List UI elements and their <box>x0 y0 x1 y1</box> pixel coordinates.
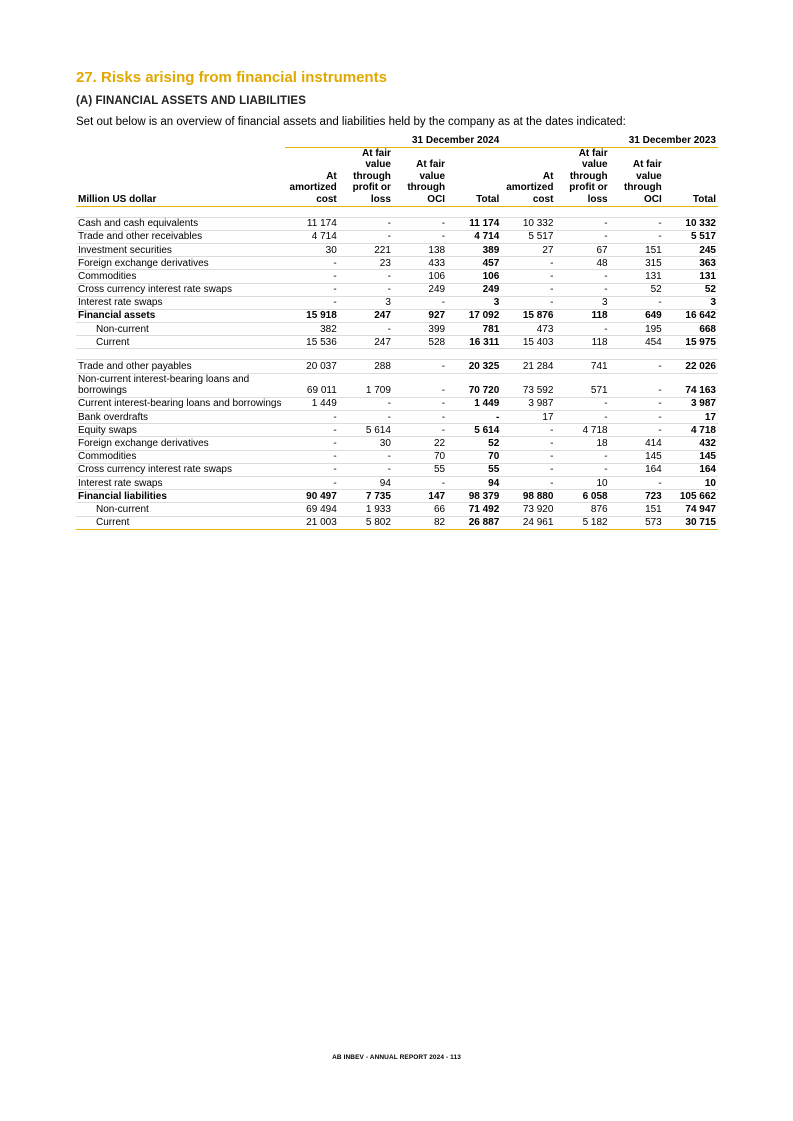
row-label: Trade and other receivables <box>76 230 285 243</box>
row-value: 147 <box>393 490 447 503</box>
row-value: 15 975 <box>664 336 718 349</box>
row-value: 4 718 <box>555 424 609 437</box>
row-value: 70 <box>447 450 501 463</box>
row-value: 5 802 <box>339 516 393 529</box>
row-label: Trade and other payables <box>76 360 285 373</box>
row-value: - <box>610 397 664 410</box>
row-value: 145 <box>664 450 718 463</box>
row-value: - <box>285 270 339 283</box>
row-value: 69 494 <box>285 503 339 516</box>
row-value: 528 <box>393 336 447 349</box>
row-value: - <box>393 424 447 437</box>
row-value: 30 715 <box>664 516 718 529</box>
row-value: - <box>285 283 339 296</box>
page-footer: AB INBEV - ANNUAL REPORT 2024 - 113 <box>332 1054 461 1061</box>
row-label: Cross currency interest rate swaps <box>76 463 285 476</box>
row-value: - <box>393 373 447 397</box>
row-value: - <box>339 411 393 424</box>
row-value: 17 <box>501 411 555 424</box>
row-value: 145 <box>610 450 664 463</box>
row-value: - <box>610 217 664 230</box>
table-row <box>76 217 718 230</box>
row-value: 5 517 <box>664 230 718 243</box>
table-row <box>76 516 718 529</box>
row-value: 3 <box>447 296 501 309</box>
row-value: - <box>555 323 609 336</box>
col-header-amortized-2024: At amortized cost <box>289 170 337 205</box>
row-value: - <box>610 373 664 397</box>
row-value: 106 <box>393 270 447 283</box>
row-label: Bank overdrafts <box>76 411 285 424</box>
row-value: 16 311 <box>447 336 501 349</box>
row-value: - <box>555 217 609 230</box>
row-value: - <box>610 230 664 243</box>
row-value: 21 003 <box>285 516 339 529</box>
row-value: 433 <box>393 257 447 270</box>
assets-section <box>76 206 718 349</box>
row-value: - <box>339 323 393 336</box>
row-value: 73 920 <box>501 503 555 516</box>
row-value: - <box>393 217 447 230</box>
row-value: 781 <box>447 323 501 336</box>
row-value: 18 <box>555 437 609 450</box>
row-value: 27 <box>501 243 555 256</box>
table-row <box>76 296 718 309</box>
row-value: 138 <box>393 243 447 256</box>
row-value: 473 <box>501 323 555 336</box>
row-value: 4 718 <box>664 424 718 437</box>
row-value: 927 <box>393 309 447 322</box>
table-row <box>76 424 718 437</box>
row-label: Foreign exchange derivatives <box>76 257 285 270</box>
row-value: 649 <box>610 309 664 322</box>
row-label: Current <box>76 516 285 529</box>
row-value: - <box>339 397 393 410</box>
row-value: 23 <box>339 257 393 270</box>
row-value: 82 <box>393 516 447 529</box>
row-value: 55 <box>447 463 501 476</box>
row-value: - <box>610 476 664 489</box>
col-header-fvpl-2023: At fair value through profit or loss <box>569 147 608 205</box>
row-value: 164 <box>610 463 664 476</box>
row-value: - <box>555 450 609 463</box>
row-value: 382 <box>285 323 339 336</box>
row-value: 414 <box>610 437 664 450</box>
row-value: 74 947 <box>664 503 718 516</box>
row-value: 3 <box>555 296 609 309</box>
row-value: 399 <box>393 323 447 336</box>
row-value: 7 735 <box>339 490 393 503</box>
row-label: Non-current <box>76 503 285 516</box>
row-value: - <box>501 450 555 463</box>
row-value: - <box>285 424 339 437</box>
row-value: 70 <box>393 450 447 463</box>
row-value: 10 <box>664 476 718 489</box>
row-value: 315 <box>610 257 664 270</box>
table-row <box>76 360 718 373</box>
row-value: 131 <box>610 270 664 283</box>
row-value: - <box>393 397 447 410</box>
table-row <box>76 283 718 296</box>
row-value: - <box>555 411 609 424</box>
row-value: - <box>339 217 393 230</box>
row-value: 11 174 <box>285 217 339 230</box>
row-value: - <box>393 360 447 373</box>
row-value: 668 <box>664 323 718 336</box>
row-label: Financial assets <box>76 309 285 322</box>
table-row <box>76 373 718 397</box>
row-label: Interest rate swaps <box>76 296 285 309</box>
row-value: 21 284 <box>501 360 555 373</box>
row-value: 15 876 <box>501 309 555 322</box>
row-value: 11 174 <box>447 217 501 230</box>
row-value: 118 <box>555 309 609 322</box>
row-value: 164 <box>664 463 718 476</box>
row-value: 70 720 <box>447 373 501 397</box>
row-value: - <box>339 270 393 283</box>
row-value: 389 <box>447 243 501 256</box>
row-value: 245 <box>664 243 718 256</box>
table-row <box>76 450 718 463</box>
row-label: Non-current interest-bearing loans and borrowings <box>76 373 285 397</box>
row-value: 1 449 <box>447 397 501 410</box>
row-value: 22 <box>393 437 447 450</box>
row-value: - <box>610 424 664 437</box>
row-value: 457 <box>447 257 501 270</box>
row-value: 1 449 <box>285 397 339 410</box>
row-value: - <box>393 476 447 489</box>
row-label: Commodities <box>76 450 285 463</box>
row-value: 20 037 <box>285 360 339 373</box>
liabilities-section <box>76 349 718 529</box>
row-value: 15 918 <box>285 309 339 322</box>
row-value: 249 <box>447 283 501 296</box>
row-label: Current <box>76 336 285 349</box>
period-2024: 31 December 2024 <box>285 135 502 147</box>
row-value: 17 092 <box>447 309 501 322</box>
row-value: 1 933 <box>339 503 393 516</box>
row-label: Cash and cash equivalents <box>76 217 285 230</box>
row-value: 73 592 <box>501 373 555 397</box>
row-value: 48 <box>555 257 609 270</box>
row-value: 17 <box>664 411 718 424</box>
financial-instruments-table <box>76 135 718 530</box>
row-value: - <box>285 296 339 309</box>
row-value: 69 011 <box>285 373 339 397</box>
row-value: 249 <box>393 283 447 296</box>
intro-text: Set out below is an overview of financial assets and liabilities held by the company as at the dates indicated: <box>76 116 626 128</box>
row-value: 5 614 <box>447 424 501 437</box>
row-value: 723 <box>610 490 664 503</box>
row-label: Non-current <box>76 323 285 336</box>
row-value: 363 <box>664 257 718 270</box>
row-label: Foreign exchange derivatives <box>76 437 285 450</box>
row-value: 118 <box>555 336 609 349</box>
row-value: 876 <box>555 503 609 516</box>
row-value: 195 <box>610 323 664 336</box>
row-value: - <box>339 450 393 463</box>
row-value: 30 <box>339 437 393 450</box>
col-header-total-2024: Total <box>476 193 500 205</box>
row-value: - <box>447 411 501 424</box>
col-header-fvoci-2024: At fair value through OCI <box>407 159 446 205</box>
row-value: - <box>501 283 555 296</box>
row-value: 66 <box>393 503 447 516</box>
row-label: Cross currency interest rate swaps <box>76 283 285 296</box>
row-value: 151 <box>610 503 664 516</box>
label-column-header: Million US dollar <box>78 193 157 205</box>
row-value: 55 <box>393 463 447 476</box>
row-value: 24 961 <box>501 516 555 529</box>
col-header-fvoci-2023: At fair value through OCI <box>623 159 662 205</box>
row-value: 71 492 <box>447 503 501 516</box>
spacer-row <box>76 206 718 217</box>
row-value: 4 714 <box>285 230 339 243</box>
row-value: 6 058 <box>555 490 609 503</box>
table-row <box>76 243 718 256</box>
row-value: 52 <box>664 283 718 296</box>
row-value: - <box>393 411 447 424</box>
row-value: 454 <box>610 336 664 349</box>
row-value: - <box>555 230 609 243</box>
table-row <box>76 270 718 283</box>
table-row <box>76 323 718 336</box>
row-value: 20 325 <box>447 360 501 373</box>
row-value: 288 <box>339 360 393 373</box>
table-row <box>76 230 718 243</box>
row-value: - <box>339 463 393 476</box>
spacer-row <box>76 349 718 360</box>
col-header-total-2023: Total <box>692 193 716 205</box>
row-value: - <box>285 411 339 424</box>
row-value: 67 <box>555 243 609 256</box>
row-value: 15 536 <box>285 336 339 349</box>
table-row <box>76 257 718 270</box>
row-value: 26 887 <box>447 516 501 529</box>
row-label: Equity swaps <box>76 424 285 437</box>
row-value: 16 642 <box>664 309 718 322</box>
row-value: 52 <box>610 283 664 296</box>
row-value: - <box>501 257 555 270</box>
row-value: 90 497 <box>285 490 339 503</box>
row-value: - <box>393 296 447 309</box>
section-subtitle: (A) FINANCIAL ASSETS AND LIABILITIES <box>76 95 306 107</box>
row-value: 247 <box>339 336 393 349</box>
row-value: - <box>501 424 555 437</box>
row-value: - <box>501 296 555 309</box>
table-row <box>76 411 718 424</box>
row-value: 3 <box>339 296 393 309</box>
column-header-row <box>76 147 718 206</box>
row-value: 52 <box>447 437 501 450</box>
row-value: 571 <box>555 373 609 397</box>
row-value: - <box>501 463 555 476</box>
row-value: 131 <box>664 270 718 283</box>
row-label: Interest rate swaps <box>76 476 285 489</box>
row-value: - <box>501 270 555 283</box>
row-value: 5 517 <box>501 230 555 243</box>
row-value: - <box>555 397 609 410</box>
col-header-amortized-2023: At amortized cost <box>506 170 554 205</box>
table-row <box>76 490 718 503</box>
section-title: 27. Risks arising from financial instruments <box>76 69 387 86</box>
row-value: 10 332 <box>664 217 718 230</box>
row-value: 10 332 <box>501 217 555 230</box>
row-value: 573 <box>610 516 664 529</box>
row-value: 94 <box>447 476 501 489</box>
table-row <box>76 336 718 349</box>
row-label: Financial liabilities <box>76 490 285 503</box>
row-value: 221 <box>339 243 393 256</box>
row-value: - <box>501 476 555 489</box>
row-value: 4 714 <box>447 230 501 243</box>
row-value: - <box>285 463 339 476</box>
row-value: - <box>393 230 447 243</box>
table-row <box>76 309 718 322</box>
row-value: 98 880 <box>501 490 555 503</box>
row-value: - <box>339 230 393 243</box>
row-value: 74 163 <box>664 373 718 397</box>
page-content <box>76 68 718 530</box>
row-value: - <box>285 476 339 489</box>
row-value: 1 709 <box>339 373 393 397</box>
row-value: - <box>285 437 339 450</box>
row-label: Commodities <box>76 270 285 283</box>
row-value: 94 <box>339 476 393 489</box>
row-value: - <box>555 283 609 296</box>
table-row <box>76 463 718 476</box>
row-value: 15 403 <box>501 336 555 349</box>
period-2023: 31 December 2023 <box>501 135 718 147</box>
table-row <box>76 397 718 410</box>
row-value: 22 026 <box>664 360 718 373</box>
row-value: 10 <box>555 476 609 489</box>
table-row <box>76 437 718 450</box>
row-value: 3 987 <box>664 397 718 410</box>
row-value: - <box>610 360 664 373</box>
row-value: - <box>285 450 339 463</box>
table-row <box>76 476 718 489</box>
row-value: 5 614 <box>339 424 393 437</box>
row-label: Current interest-bearing loans and borrowings <box>76 397 285 410</box>
row-value: - <box>610 296 664 309</box>
row-value: - <box>555 463 609 476</box>
row-value: - <box>501 437 555 450</box>
row-value: - <box>610 411 664 424</box>
row-value: - <box>339 283 393 296</box>
row-value: 30 <box>285 243 339 256</box>
row-value: - <box>555 270 609 283</box>
row-value: 741 <box>555 360 609 373</box>
row-value: 432 <box>664 437 718 450</box>
row-label: Investment securities <box>76 243 285 256</box>
row-value: 106 <box>447 270 501 283</box>
col-header-fvpl-2024: At fair value through profit or loss <box>352 147 391 205</box>
period-header-row <box>76 135 718 147</box>
row-value: 3 <box>664 296 718 309</box>
row-value: 3 987 <box>501 397 555 410</box>
row-value: - <box>285 257 339 270</box>
table-row <box>76 503 718 516</box>
row-value: 151 <box>610 243 664 256</box>
row-value: 105 662 <box>664 490 718 503</box>
row-value: 98 379 <box>447 490 501 503</box>
row-value: 247 <box>339 309 393 322</box>
row-value: 5 182 <box>555 516 609 529</box>
